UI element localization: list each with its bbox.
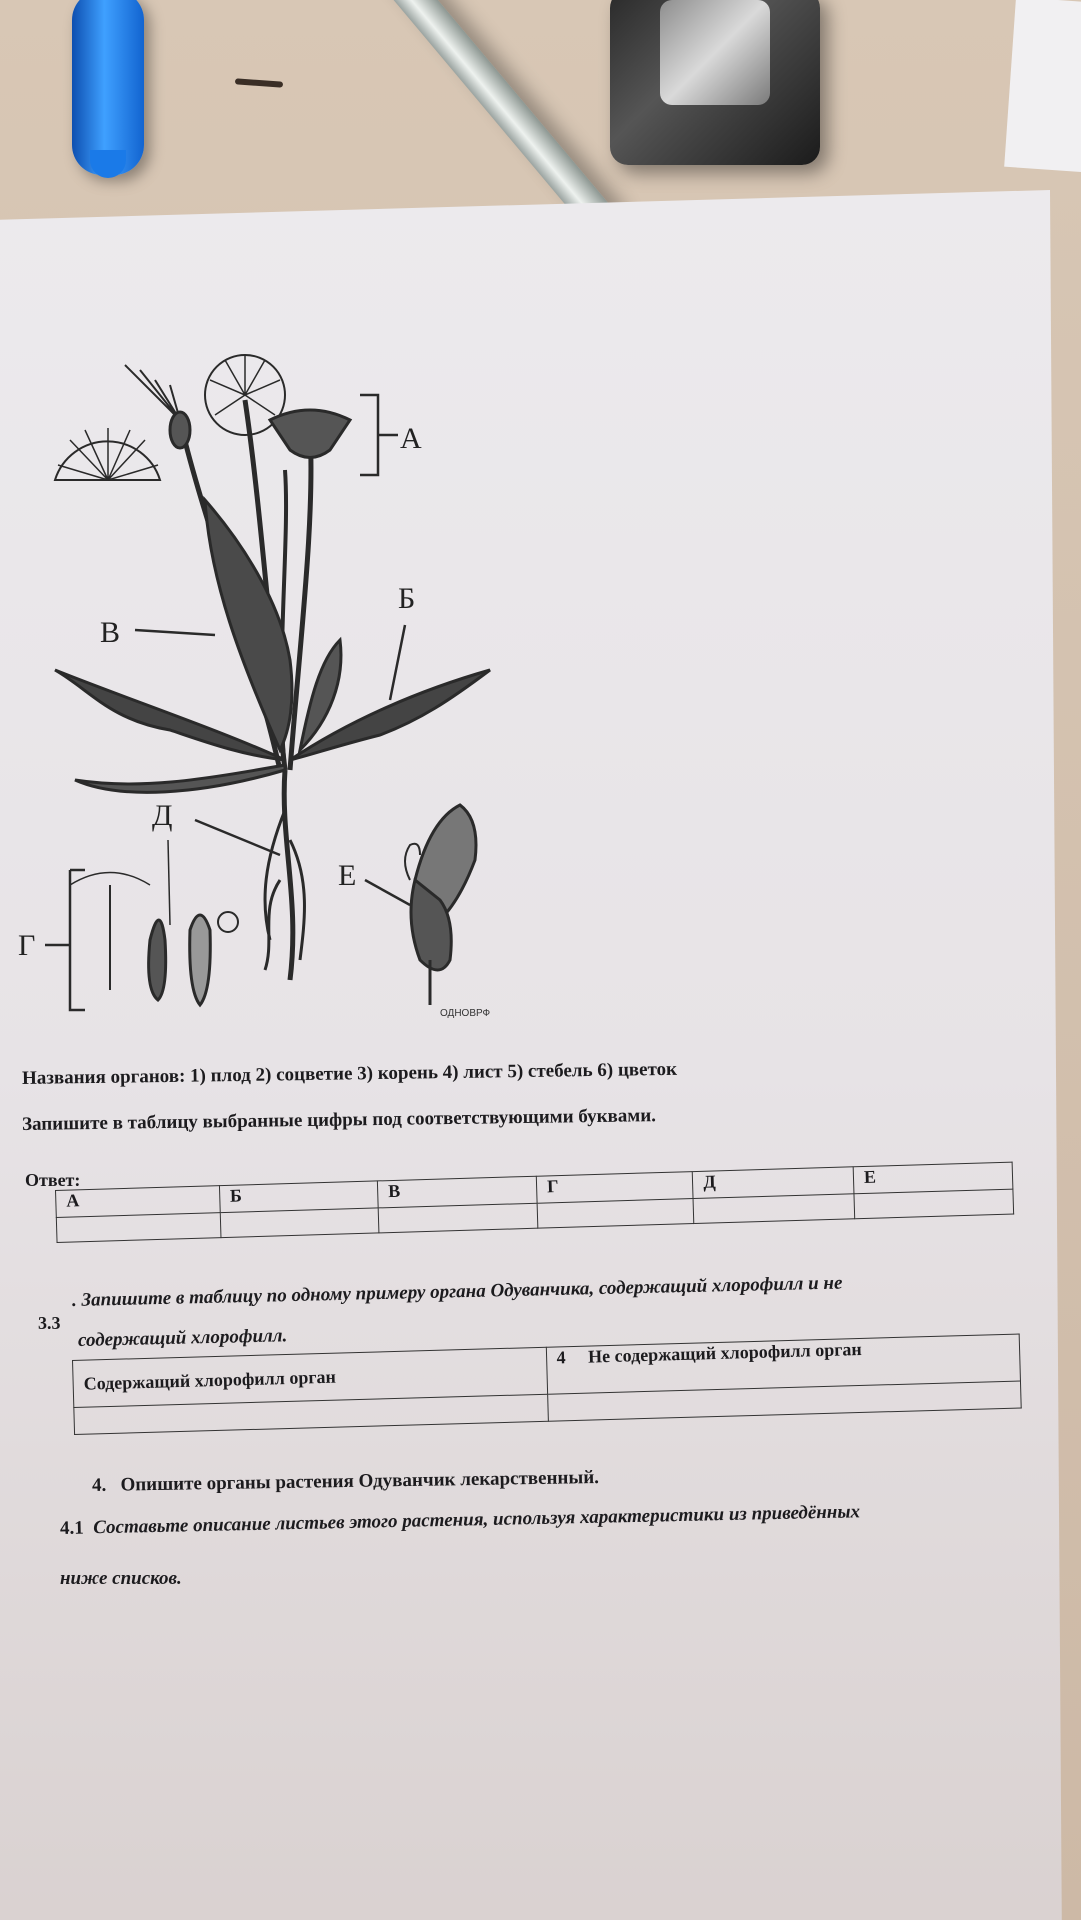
answer-header-g: Г (536, 1172, 693, 1204)
task33-line1: . Запишите в таблицу по одному примеру органа Одуванчика, содержащий хлорофилл и не (71, 1272, 843, 1311)
blue-pen (72, 0, 144, 175)
task41-number: 4.1 (59, 1517, 84, 1539)
stapler-metal-part (660, 0, 770, 105)
label-a: А (400, 422, 422, 455)
task41-line2: ниже списков. (60, 1568, 182, 1589)
answer-header-e: Е (853, 1162, 1013, 1194)
task33-line2: содержащий хлорофилл. (77, 1325, 288, 1351)
clear-pen (360, 0, 617, 236)
answer-header-d: Д (692, 1167, 853, 1199)
label-e: Е (338, 859, 357, 892)
desk-mark (235, 78, 283, 87)
chlorophyll-col2-header: Не содержащий хлорофилл орган (587, 1338, 863, 1367)
label-g: Г (18, 929, 36, 962)
second-paper-corner (1004, 0, 1081, 173)
answer-cell-b[interactable] (220, 1208, 379, 1238)
label-b: Б (398, 582, 416, 615)
organs-line: Названия органов: 1) плод 2) соцветие 3) корень 4) лист 5) стебель 6) цветок (21, 1058, 678, 1089)
answer-cell-a[interactable] (56, 1213, 220, 1243)
label-d: Д (152, 799, 173, 832)
answer-cell-g[interactable] (537, 1199, 694, 1229)
task33-number: 3.3 (38, 1313, 61, 1333)
instruction: Запишите в таблицу выбранные цифры под соответствующими буквами. (21, 1105, 657, 1135)
answer-label: Ответ: (25, 1170, 81, 1190)
answer-header-a: А (56, 1186, 220, 1218)
dandelion-figure (0, 340, 520, 1040)
answer-header-v: В (377, 1176, 537, 1208)
answer-cell-v[interactable] (378, 1203, 538, 1233)
chlorophyll-col2-number: 4 (556, 1347, 566, 1368)
answer-cell-d[interactable] (693, 1194, 854, 1224)
figure-credit: ОДНОВРФ (440, 1008, 491, 1019)
answer-cell-e[interactable] (854, 1189, 1014, 1219)
task4-number: 4. (91, 1474, 107, 1496)
task4-heading-text: Опишите органы растения Одуванчик лекарственный. (120, 1467, 600, 1496)
task41-text1: Составьте описание листьев этого растения, используя характеристики из приведённых (93, 1501, 861, 1539)
answer-header-b: Б (219, 1181, 378, 1213)
label-v: В (100, 616, 121, 649)
chlorophyll-col1-header: Содержащий хлорофилл орган (73, 1347, 548, 1407)
